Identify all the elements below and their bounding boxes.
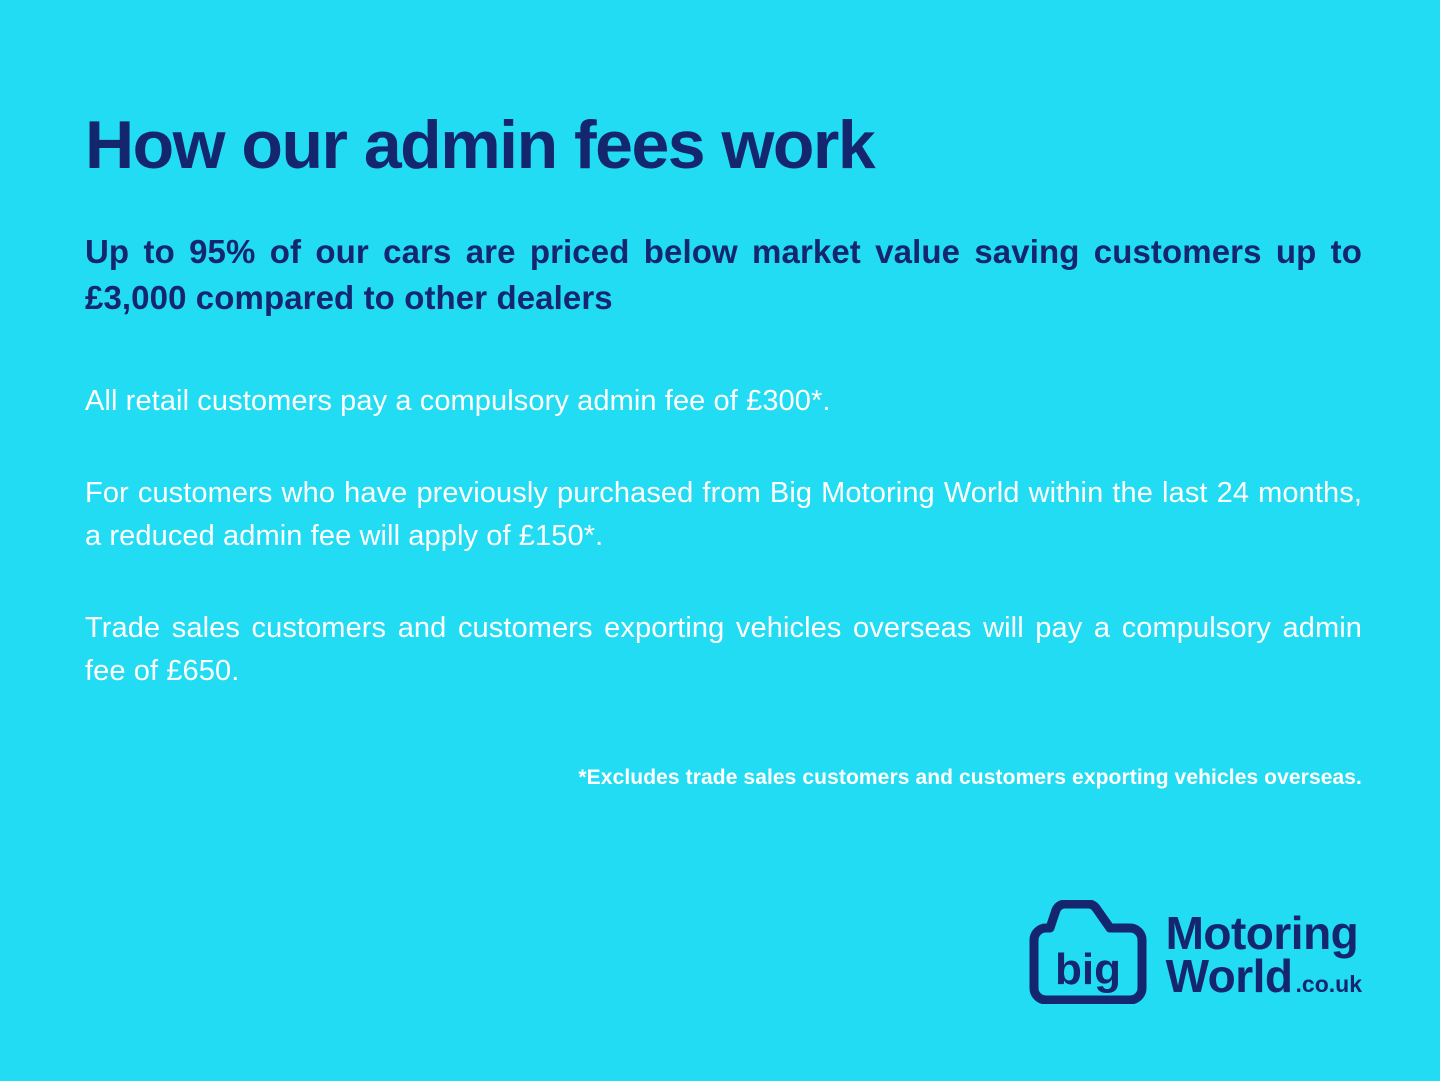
subheading: Up to 95% of our cars are priced below market value saving customers up to £3,000 compared to other dealers [85, 233, 1362, 316]
paragraph-trade-export-fee: Trade sales customers and customers exporting vehicles overseas will pay a compulsory admin fee of £650. [85, 611, 1362, 688]
brand-tld: .co.uk [1295, 970, 1362, 997]
page-title: How our admin fees work [85, 107, 875, 183]
slide-content [85, 0, 1365, 790]
footnote-disclaimer: *Excludes trade sales customers and customers exporting vehicles overseas. [578, 765, 1362, 789]
big-car-icon [1024, 900, 1152, 1009]
paragraph-retail-fee: All retail customers pay a compulsory admin fee of £300*. [85, 385, 831, 418]
paragraph-returning-customer-fee: For customers who have previously purchased from Big Motoring World within the last 24 months, a reduced admin fee will apply of £150*. [85, 476, 1362, 553]
brand-world-text: World [1165, 949, 1293, 1002]
brand-line-world [1165, 949, 1362, 1002]
brand-wordmark [1165, 907, 1362, 1002]
brand-logo [1024, 900, 1362, 1009]
svg-text:big: big [1054, 945, 1121, 994]
brand-line-motoring: Motoring [1165, 907, 1359, 960]
